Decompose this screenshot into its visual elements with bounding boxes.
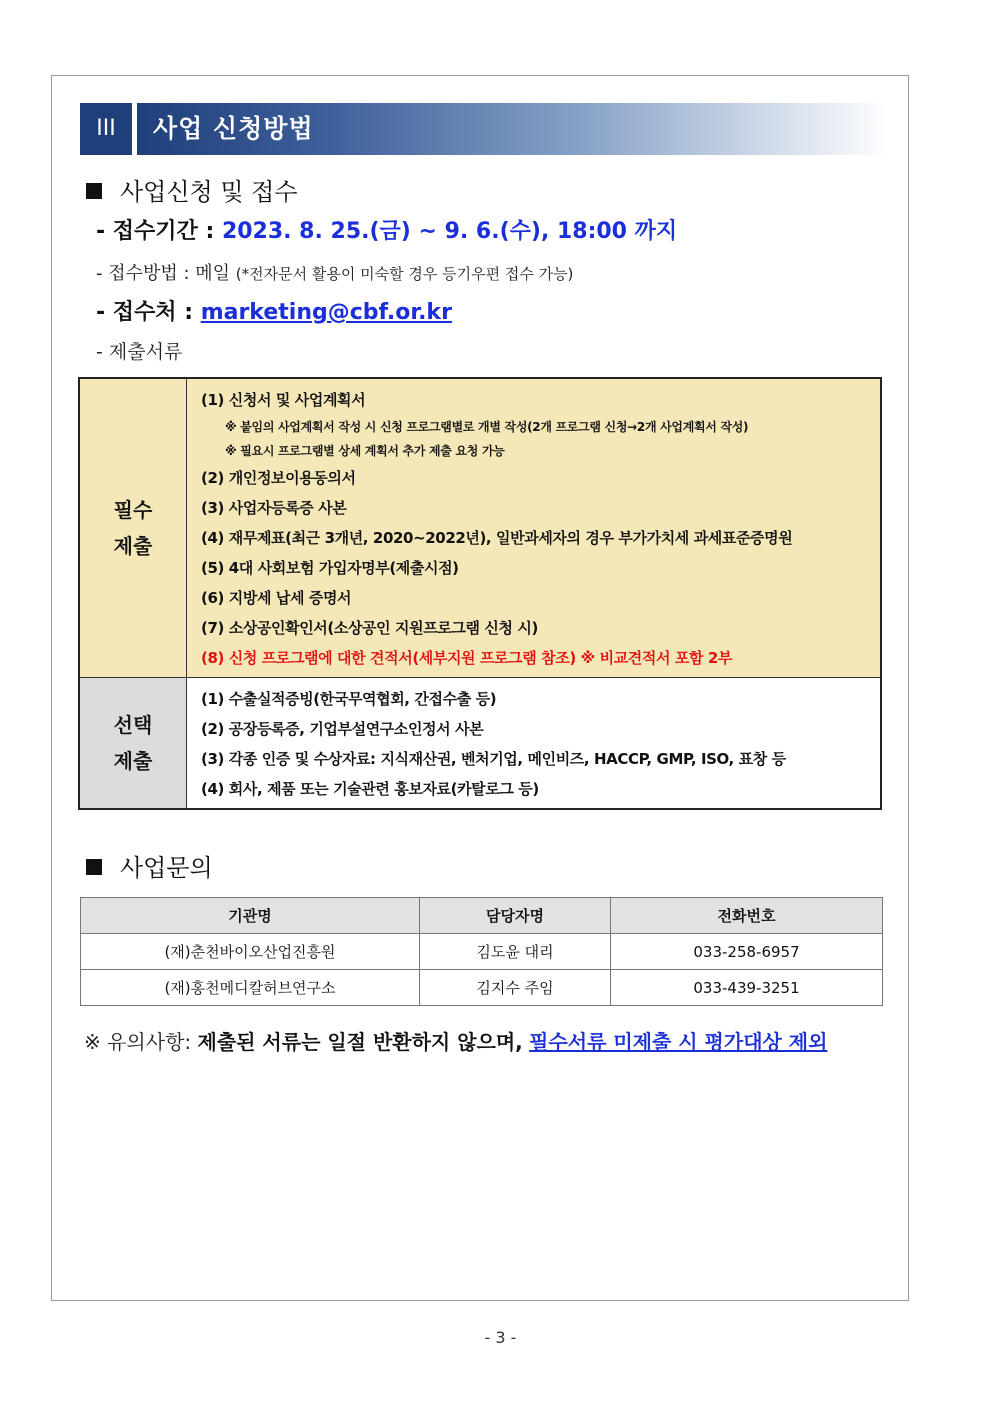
optional-item: (4) 회사, 제품 또는 기술관련 홍보자료(카탈로그 등)	[201, 780, 539, 798]
contact-cell: 김도윤 대리	[420, 934, 611, 970]
application-heading: 사업신청 및 접수	[86, 172, 298, 207]
column-header: 전화번호	[611, 898, 883, 934]
phone-cell: 033-439-3251	[611, 970, 883, 1006]
phone-cell: 033-258-6957	[611, 934, 883, 970]
documents-label: - 제출서류	[96, 341, 183, 363]
section-title: 사업 신청방법	[153, 114, 314, 143]
section-header	[80, 103, 890, 155]
table-header-row	[81, 898, 883, 934]
notice: ※ 유의사항: 제출된 서류는 일절 반환하지 않으며, 필수서류 미제출 시 평가대상 제외	[84, 1030, 828, 1054]
required-item-quote: (8) 신청 프로그램에 대한 견적서(세부지원 프로그램 참조) ※ 비교견적서 포함 2부	[201, 649, 733, 667]
notice-highlight: 필수서류 미제출 시 평가대상 제외	[529, 1030, 828, 1054]
required-item: (3) 사업자등록증 사본	[201, 499, 347, 517]
optional-item: (2) 공장등록증, 기업부설연구소인정서 사본	[201, 720, 484, 738]
optional-category: 선택 제출	[79, 678, 187, 810]
optional-item: (1) 수출실적증빙(한국무역협회, 간접수출 등)	[201, 690, 497, 708]
org-cell: (재)홍천메디칼허브연구소	[81, 970, 420, 1006]
required-item: (4) 재무제표(최근 3개년, 2020~2022년), 일반과세자의 경우 부가가치세 과세표준증명원	[201, 529, 793, 547]
required-documents-row	[79, 378, 881, 678]
required-note: ※ 필요시 프로그램별 상세 계획서 추가 제출 요청 가능	[225, 444, 505, 458]
required-item: (5) 4대 사회보험 가입자명부(제출시점)	[201, 559, 459, 577]
application-destination: - 접수처 : marketing@cbf.or.kr	[96, 300, 452, 325]
page-number: - 3 -	[484, 1328, 517, 1347]
square-bullet-icon	[86, 859, 102, 875]
required-category: 필수 제출	[79, 378, 187, 678]
documents-table	[78, 377, 882, 810]
optional-documents-row	[79, 678, 881, 810]
contact-table	[80, 897, 883, 1006]
required-item: (1) 신청서 및 사업계획서	[201, 391, 366, 409]
section-number: III	[80, 103, 132, 155]
section-title-bar	[137, 103, 890, 155]
application-period-value: 2023. 8. 25.(금) ~ 9. 6.(수), 18:00 까지	[221, 219, 678, 244]
square-bullet-icon	[86, 183, 102, 199]
destination-email-link[interactable]: marketing@cbf.or.kr	[200, 300, 452, 325]
application-method: - 접수방법 : 메일 (*전자문서 활용이 미숙할 경우 등기우편 접수 가능)	[96, 263, 574, 284]
application-period: - 접수기간 : 2023. 8. 25.(금) ~ 9. 6.(수), 18:00 까지	[96, 219, 678, 244]
table-row	[81, 970, 883, 1006]
required-documents-list	[187, 378, 882, 678]
required-item: (2) 개인정보이용동의서	[201, 469, 356, 487]
inquiry-heading: 사업문의	[86, 848, 213, 883]
required-item: (6) 지방세 납세 증명서	[201, 589, 352, 607]
application-method-note: (*전자문서 활용이 미숙할 경우 등기우편 접수 가능)	[235, 265, 574, 283]
required-note: ※ 붙임의 사업계획서 작성 시 신청 프로그램별로 개별 작성(2개 프로그램 신청→2개 사업계획서 작성)	[225, 420, 749, 434]
column-header: 기관명	[81, 898, 420, 934]
optional-documents-list	[187, 678, 882, 810]
contact-cell: 김지수 주임	[420, 970, 611, 1006]
required-item: (7) 소상공인확인서(소상공인 지원프로그램 신청 시)	[201, 619, 538, 637]
optional-item: (3) 각종 인증 및 수상자료: 지식재산권, 벤처기업, 메인비즈, HACCP, GMP, ISO, 표창 등	[201, 750, 786, 768]
table-row	[81, 934, 883, 970]
column-header: 담당자명	[420, 898, 611, 934]
org-cell: (재)춘천바이오산업진흥원	[81, 934, 420, 970]
